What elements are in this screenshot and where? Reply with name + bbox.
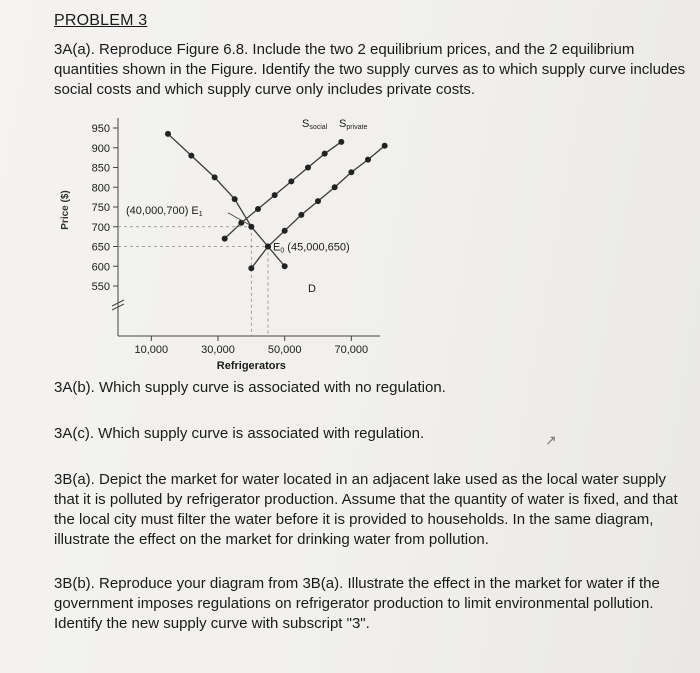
supply-demand-chart	[54, 110, 394, 372]
point-s_social	[272, 192, 278, 198]
point-s_social	[338, 139, 344, 145]
point-s_private	[332, 184, 338, 190]
question-3a-a: 3A(a). Reproduce Figure 6.8. Include the two 2 equilibrium prices, and the 2 equilibrium quantities shown in the Figure. Identify the two supply curves as to which supply curve includes social costs and which supply curve only includes private costs.	[54, 41, 686, 98]
x-axis-title: Refrigerators	[216, 360, 286, 372]
y-tick-label: 950	[91, 123, 110, 135]
x-tick-label: 50,000	[267, 344, 302, 356]
label-s-social: Ssocial	[302, 118, 328, 131]
question-3a-b: 3A(b). Which supply curve is associated with no regulation.	[54, 379, 446, 396]
x-tick-label: 30,000	[201, 344, 235, 356]
y-tick-label: 600	[91, 261, 110, 274]
point-s_social	[222, 236, 228, 242]
pen-mark: ↗	[545, 432, 557, 448]
point-s_private	[348, 169, 354, 175]
question-3b-b: 3B(b). Reproduce your diagram from 3B(a). Illustrate the effect in the market for water if the government imposes regulations on refrigerator production to limit environmental pollution. Identify the new supply curve with subscript "3".	[54, 575, 660, 632]
problem-heading: PROBLEM 3	[54, 12, 148, 29]
y-axis-title: Price ($)	[60, 190, 71, 230]
point-d	[212, 174, 218, 180]
y-tick-label: 700	[91, 221, 110, 234]
y-tick-label: 550	[91, 281, 110, 293]
point-s_private	[365, 157, 371, 163]
point-s_social	[305, 165, 311, 171]
label-e1: (40,000,700) E1	[126, 204, 203, 218]
point-d	[265, 244, 271, 250]
point-d	[165, 131, 171, 137]
point-s_private	[248, 265, 254, 271]
label-demand: D	[308, 283, 316, 295]
x-tick-label: 10,000	[134, 344, 169, 356]
y-tick-label: 850	[91, 162, 110, 175]
y-tick-label: 650	[91, 241, 110, 254]
point-s_private	[282, 228, 288, 234]
label-s-private: Sprivate	[339, 118, 368, 131]
y-tick-label: 900	[91, 142, 110, 155]
point-s_private	[315, 198, 321, 204]
point-d	[188, 153, 194, 159]
label-e0: E0 (45,000,650)	[273, 241, 350, 255]
question-3a-c: 3A(c). Which supply curve is associated with regulation.	[54, 425, 425, 442]
point-s_private	[382, 143, 388, 149]
point-s_social	[322, 151, 328, 157]
y-tick-label: 750	[91, 202, 110, 214]
y-tick-label: 800	[91, 182, 110, 195]
point-s_social	[255, 206, 261, 212]
question-3b-a: 3B(a). Depict the market for water located in an adjacent lake used as the local water supply that it is polluted by refrigerator production. Assume that the quantity of water is fixed, and that the local city must filter the water before it is provided to households. In the same diagram, illustrate the effect on the market for drinking water from pollution.	[54, 471, 678, 548]
point-d	[282, 263, 288, 269]
point-d	[232, 196, 238, 202]
point-s_social	[288, 178, 294, 184]
x-tick-label: 70,000	[334, 344, 369, 356]
point-s_private	[298, 212, 304, 218]
